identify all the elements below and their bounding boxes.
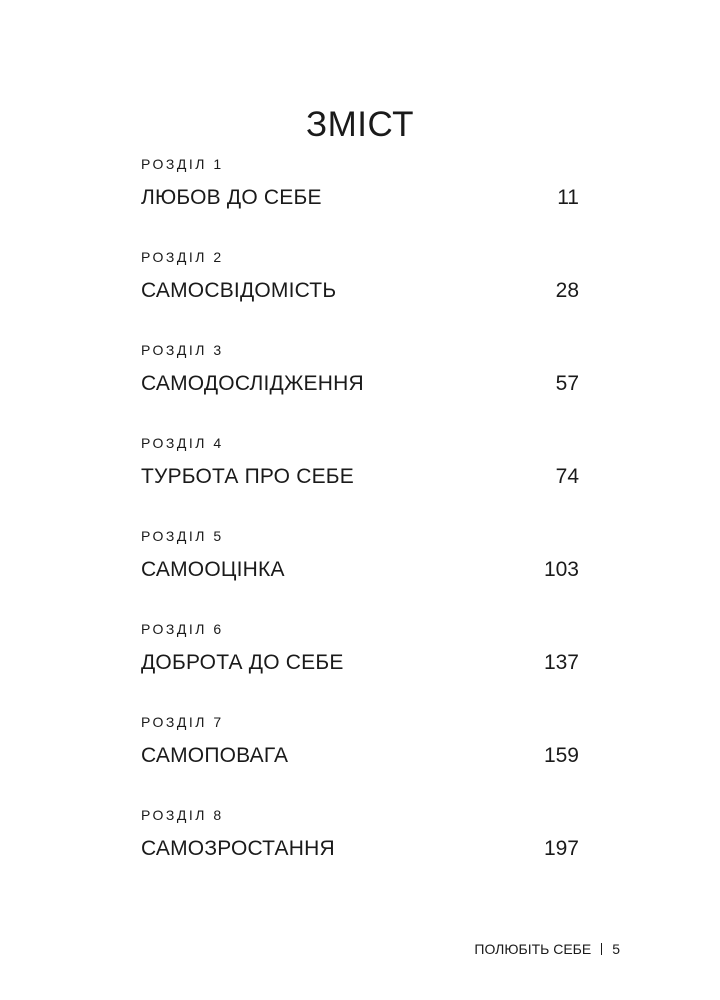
page-title: ЗМІСТ <box>305 105 414 145</box>
toc-entry <box>141 340 579 433</box>
chapter-page-number: 28 <box>555 279 579 302</box>
chapter-page-number: 159 <box>543 744 579 767</box>
chapter-title: САМОСВІДОМІСТЬ <box>141 279 337 302</box>
chapter-title: ТУРБОТА ПРО СЕБЕ <box>141 465 354 488</box>
chapter-label: РОЗДІЛ 7 <box>141 714 224 730</box>
chapter-title: ЛЮБОВ ДО СЕБЕ <box>141 186 322 209</box>
chapter-row <box>141 649 579 677</box>
chapter-page-number: 103 <box>543 558 579 581</box>
chapter-page-number: 74 <box>555 465 579 488</box>
chapter-page-number: 57 <box>555 372 579 395</box>
toc-entry <box>141 805 579 898</box>
running-title: ПОЛЮБІТЬ СЕБЕ <box>474 941 592 957</box>
toc-entry <box>141 154 579 247</box>
chapter-row <box>141 277 579 305</box>
chapter-title: САМОДОСЛІДЖЕННЯ <box>141 372 364 395</box>
table-of-contents <box>141 154 579 898</box>
chapter-label: РОЗДІЛ 2 <box>141 249 224 265</box>
chapter-title: САМОПОВАГА <box>141 744 289 767</box>
chapter-label: РОЗДІЛ 6 <box>141 621 224 637</box>
chapter-page-number: 197 <box>543 837 579 860</box>
chapter-label: РОЗДІЛ 8 <box>141 807 224 823</box>
toc-entry <box>141 433 579 526</box>
folio-page-number: 5 <box>612 941 620 957</box>
chapter-label: РОЗДІЛ 3 <box>141 342 224 358</box>
chapter-row <box>141 370 579 398</box>
chapter-row <box>141 556 579 584</box>
chapter-title: ДОБРОТА ДО СЕБЕ <box>141 651 344 674</box>
chapter-row <box>141 463 579 491</box>
chapter-row <box>141 742 579 770</box>
page-footer <box>474 939 620 959</box>
footer-divider <box>601 943 602 955</box>
toc-entry <box>141 712 579 805</box>
chapter-row <box>141 184 579 212</box>
chapter-title: САМООЦІНКА <box>141 558 285 581</box>
toc-entry <box>141 619 579 712</box>
chapter-page-number: 137 <box>543 651 579 674</box>
chapter-label: РОЗДІЛ 5 <box>141 528 224 544</box>
chapter-label: РОЗДІЛ 1 <box>141 156 224 172</box>
toc-entry <box>141 247 579 340</box>
toc-entry <box>141 526 579 619</box>
chapter-title: САМОЗРОСТАННЯ <box>141 837 335 860</box>
chapter-label: РОЗДІЛ 4 <box>141 435 224 451</box>
chapter-page-number: 11 <box>557 186 579 209</box>
chapter-row <box>141 835 579 863</box>
